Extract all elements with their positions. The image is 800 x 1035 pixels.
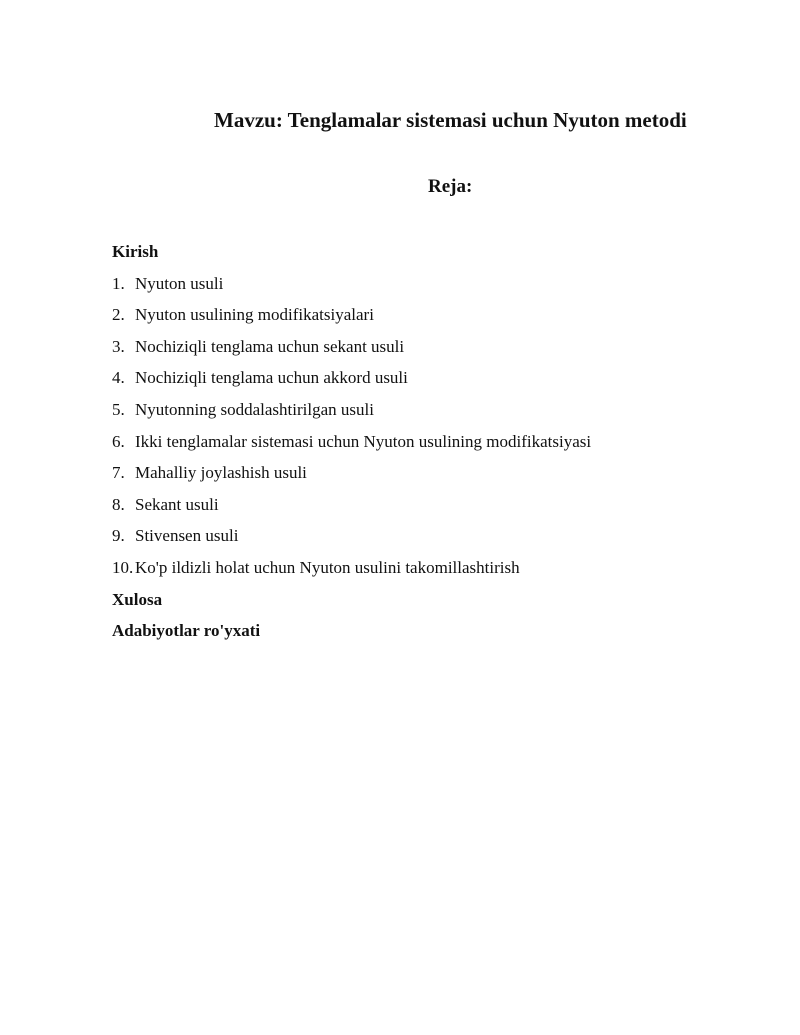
list-item-number: 9. bbox=[112, 526, 125, 546]
list-item bbox=[112, 426, 752, 458]
list-item bbox=[112, 299, 752, 331]
toc-references: Adabiyotlar ro'yxati bbox=[112, 621, 261, 641]
list-item bbox=[112, 489, 752, 521]
list-item bbox=[112, 331, 752, 363]
list-item-text: Sekant usuli bbox=[135, 494, 219, 514]
list-item bbox=[112, 362, 752, 394]
list-item-text: Nochiziqli tenglama uchun sekant usuli bbox=[135, 336, 405, 356]
toc-conclusion: Xulosa bbox=[112, 589, 163, 609]
plan-heading: Reja: bbox=[428, 176, 473, 197]
list-item-text: Ikki tenglamalar sistemasi uchun Nyuton usulining modifikatsiyasi bbox=[135, 431, 592, 451]
list-item-text: Nyutonning soddalashtirilgan usuli bbox=[135, 399, 374, 419]
list-item-text: Nyuton usulining modifikatsiyalari bbox=[135, 305, 374, 325]
table-of-contents bbox=[112, 236, 752, 647]
list-item bbox=[112, 457, 752, 489]
list-item-text: Ko'p ildizli holat uchun Nyuton usulini takomillashtirish bbox=[135, 557, 520, 577]
list-item bbox=[112, 520, 752, 552]
list-item-number: 1. bbox=[112, 273, 125, 293]
list-item-number: 2. bbox=[112, 305, 125, 325]
list-item-number: 10. bbox=[112, 557, 134, 577]
list-item-number: 3. bbox=[112, 336, 125, 356]
list-item-number: 8. bbox=[112, 494, 125, 514]
list-item-number: 7. bbox=[112, 463, 125, 483]
list-item bbox=[112, 552, 752, 584]
toc-intro: Kirish bbox=[112, 242, 159, 261]
document-title: Mavzu: Tenglamalar sistemasi uchun Nyuton metodi bbox=[214, 108, 687, 132]
list-item-number: 4. bbox=[112, 368, 125, 388]
list-item bbox=[112, 394, 752, 426]
list-item-text: Nyuton usuli bbox=[135, 273, 224, 293]
list-item-text: Nochiziqli tenglama uchun akkord usuli bbox=[135, 368, 408, 388]
list-item-text: Stivensen usuli bbox=[135, 526, 239, 546]
list-item-text: Mahalliy joylashish usuli bbox=[135, 463, 307, 483]
list-item-number: 5. bbox=[112, 399, 125, 419]
list-item bbox=[112, 268, 752, 300]
list-item-number: 6. bbox=[112, 431, 125, 451]
